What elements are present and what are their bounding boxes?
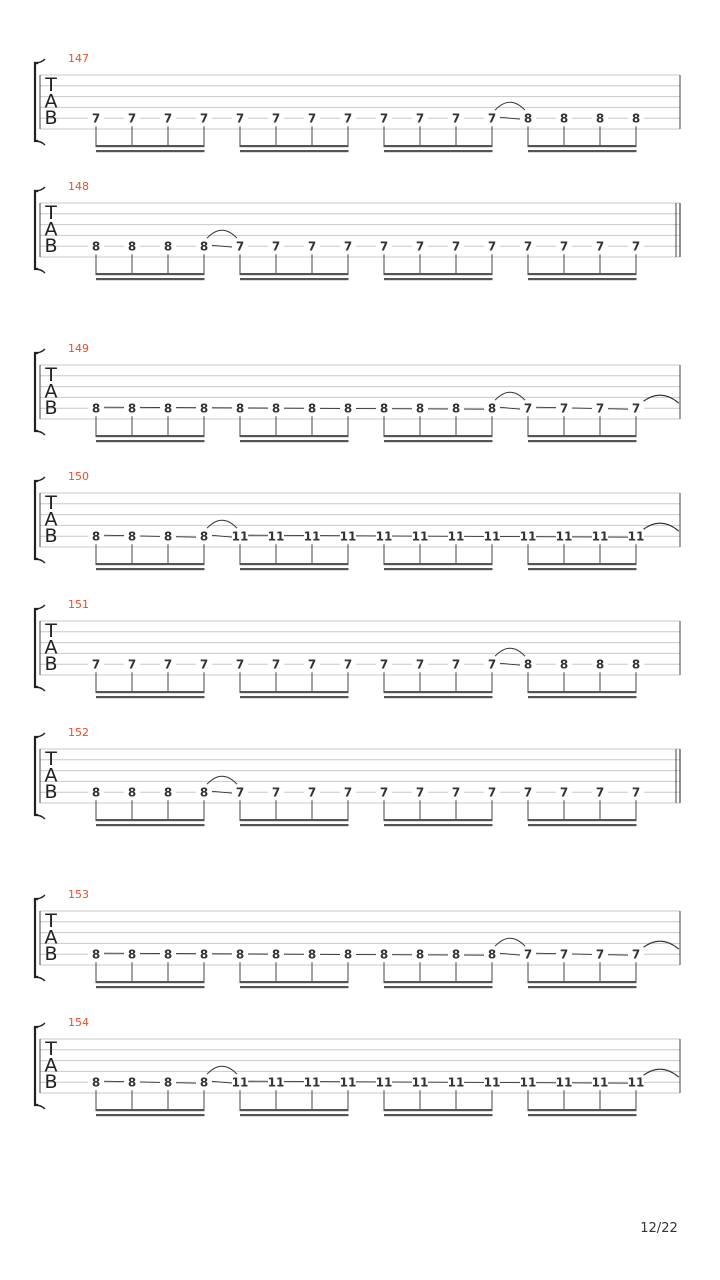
fret-number: 8 xyxy=(199,239,209,254)
bracket-top-hook xyxy=(35,605,45,609)
fret-number: 7 xyxy=(523,947,533,962)
fret-number: 7 xyxy=(307,657,317,672)
fret-number: 7 xyxy=(343,785,353,800)
beam-primary xyxy=(240,563,349,565)
beam-secondary xyxy=(96,278,205,280)
tab-clef-letter: A xyxy=(44,926,58,949)
fret-number: 8 xyxy=(163,1075,173,1090)
tab-clef-letter: B xyxy=(44,653,58,675)
fret-number: 11 xyxy=(267,1075,285,1090)
fret-number: 8 xyxy=(631,657,641,672)
fret-number: 8 xyxy=(163,239,173,254)
fret-number: 7 xyxy=(487,111,497,126)
tab-clef-letter: T xyxy=(45,1038,57,1060)
beam-primary xyxy=(384,819,493,821)
beam-secondary xyxy=(384,986,493,988)
tie-arc xyxy=(207,520,237,528)
tab-clef-letter: T xyxy=(45,492,57,514)
fret-number: 7 xyxy=(415,785,425,800)
fret-number: 8 xyxy=(91,529,101,544)
measure-number: 150 xyxy=(68,470,89,483)
bracket-top-hook xyxy=(35,349,45,353)
beam-secondary xyxy=(384,440,493,442)
beam-secondary xyxy=(240,1114,349,1116)
bracket-top-hook xyxy=(35,187,45,191)
fret-number: 7 xyxy=(559,239,569,254)
tie-arc xyxy=(495,392,525,400)
fret-number: 7 xyxy=(91,657,101,672)
fret-number: 7 xyxy=(415,657,425,672)
beam-primary xyxy=(528,435,637,437)
fret-number: 7 xyxy=(631,401,641,416)
fret-number: 11 xyxy=(555,529,573,544)
tab-system xyxy=(35,342,680,442)
tie-arc xyxy=(207,1066,237,1074)
beam-primary xyxy=(240,819,349,821)
bracket-top-hook xyxy=(35,59,45,63)
measure-number: 148 xyxy=(68,180,89,193)
fret-number: 8 xyxy=(163,529,173,544)
fret-number: 11 xyxy=(375,529,393,544)
beam-secondary xyxy=(528,986,637,988)
fret-number: 8 xyxy=(91,401,101,416)
fret-number: 11 xyxy=(339,1075,357,1090)
fret-number: 7 xyxy=(523,785,533,800)
bracket-bottom-hook xyxy=(35,977,45,981)
tab-clef-letter: A xyxy=(44,636,58,659)
beam-secondary xyxy=(240,150,349,152)
fret-number: 7 xyxy=(271,657,281,672)
fret-number: 8 xyxy=(163,947,173,962)
beam-primary xyxy=(384,273,493,275)
fret-number: 11 xyxy=(411,529,429,544)
beam-primary xyxy=(384,435,493,437)
bracket-bottom-hook xyxy=(35,815,45,819)
fret-number: 11 xyxy=(339,529,357,544)
fret-number: 7 xyxy=(559,785,569,800)
system-bracket xyxy=(35,609,38,687)
fret-number: 11 xyxy=(591,1075,609,1090)
tab-clef-letter: B xyxy=(44,107,58,129)
bracket-bottom-hook xyxy=(35,141,45,145)
fret-number: 8 xyxy=(127,401,137,416)
tab-clef-letter: T xyxy=(45,910,57,932)
beam-primary xyxy=(528,273,637,275)
beam-secondary xyxy=(96,1114,205,1116)
fret-number: 7 xyxy=(487,657,497,672)
beam-primary xyxy=(240,981,349,983)
beam-primary xyxy=(528,1109,637,1111)
fret-number: 7 xyxy=(451,111,461,126)
beam-secondary xyxy=(96,986,205,988)
fret-number: 8 xyxy=(523,111,533,126)
beam-primary xyxy=(384,981,493,983)
fret-number: 11 xyxy=(627,529,645,544)
beam-primary xyxy=(528,145,637,147)
tab-clef-letter: T xyxy=(45,364,57,386)
fret-number: 7 xyxy=(487,785,497,800)
fret-number: 8 xyxy=(91,1075,101,1090)
fret-number: 7 xyxy=(343,239,353,254)
fret-number: 7 xyxy=(379,785,389,800)
fret-number: 11 xyxy=(231,1075,249,1090)
fret-number: 8 xyxy=(631,111,641,126)
beam-primary xyxy=(96,819,205,821)
tie-arc xyxy=(207,776,237,784)
fret-number: 7 xyxy=(523,239,533,254)
beam-secondary xyxy=(528,1114,637,1116)
tie-arc xyxy=(495,648,525,656)
beam-secondary xyxy=(384,568,493,570)
fret-number: 8 xyxy=(415,947,425,962)
fret-number: 8 xyxy=(91,785,101,800)
tab-clef-letter: T xyxy=(45,620,57,642)
beam-secondary xyxy=(240,440,349,442)
fret-number: 7 xyxy=(307,785,317,800)
fret-number: 11 xyxy=(303,1075,321,1090)
tab-system xyxy=(35,52,680,152)
bracket-top-hook xyxy=(35,733,45,737)
beam-primary xyxy=(96,1109,205,1111)
beam-primary xyxy=(384,145,493,147)
fret-number: 8 xyxy=(487,947,497,962)
beam-secondary xyxy=(528,440,637,442)
fret-number: 8 xyxy=(451,947,461,962)
beam-secondary xyxy=(96,696,205,698)
fret-number: 8 xyxy=(343,947,353,962)
fret-number: 8 xyxy=(559,111,569,126)
fret-number: 8 xyxy=(91,239,101,254)
tab-clef-letter: T xyxy=(45,748,57,770)
fret-number: 8 xyxy=(199,947,209,962)
beam-secondary xyxy=(528,568,637,570)
system-bracket xyxy=(35,737,38,815)
fret-number: 7 xyxy=(487,239,497,254)
fret-number: 8 xyxy=(415,401,425,416)
fret-number: 8 xyxy=(163,785,173,800)
beam-primary xyxy=(96,435,205,437)
fret-number: 8 xyxy=(199,1075,209,1090)
beam-secondary xyxy=(528,824,637,826)
beam-primary xyxy=(96,981,205,983)
system-bracket xyxy=(35,1027,38,1105)
bracket-top-hook xyxy=(35,1023,45,1027)
beam-secondary xyxy=(240,278,349,280)
tab-clef-letter: A xyxy=(44,508,58,531)
tab-clef-letter: B xyxy=(44,397,58,419)
beam-secondary xyxy=(528,150,637,152)
beam-primary xyxy=(528,563,637,565)
fret-number: 7 xyxy=(379,239,389,254)
beam-primary xyxy=(240,1109,349,1111)
fret-number: 7 xyxy=(595,785,605,800)
tab-system xyxy=(35,726,680,826)
beam-primary xyxy=(96,273,205,275)
measure-number: 152 xyxy=(68,726,89,739)
beam-secondary xyxy=(96,150,205,152)
beam-secondary xyxy=(240,568,349,570)
bracket-bottom-hook xyxy=(35,559,45,563)
fret-number: 8 xyxy=(595,657,605,672)
beam-secondary xyxy=(96,440,205,442)
beam-secondary xyxy=(384,696,493,698)
fret-number: 8 xyxy=(595,111,605,126)
fret-number: 7 xyxy=(523,401,533,416)
fret-number: 11 xyxy=(411,1075,429,1090)
fret-number: 7 xyxy=(271,111,281,126)
beam-primary xyxy=(384,691,493,693)
tab-clef-letter: B xyxy=(44,525,58,547)
fret-number: 7 xyxy=(343,111,353,126)
fret-number: 7 xyxy=(631,947,641,962)
fret-number: 8 xyxy=(127,1075,137,1090)
beam-primary xyxy=(528,691,637,693)
fret-number: 7 xyxy=(379,111,389,126)
fret-number: 8 xyxy=(379,947,389,962)
fret-number: 8 xyxy=(559,657,569,672)
fret-number: 11 xyxy=(483,529,501,544)
fret-number: 7 xyxy=(199,657,209,672)
fret-number: 11 xyxy=(447,529,465,544)
system-bracket xyxy=(35,191,38,269)
tab-clef-letter: B xyxy=(44,943,58,965)
tab-system xyxy=(35,180,680,280)
fret-number: 11 xyxy=(231,529,249,544)
fret-number: 8 xyxy=(523,657,533,672)
tab-system xyxy=(35,598,680,698)
fret-number: 11 xyxy=(519,1075,537,1090)
fret-number: 8 xyxy=(127,947,137,962)
tie-arc xyxy=(495,102,525,110)
tie-arc xyxy=(495,938,525,946)
system-bracket xyxy=(35,899,38,977)
beam-secondary xyxy=(240,824,349,826)
tab-clef-letter: T xyxy=(45,202,57,224)
system-bracket xyxy=(35,63,38,141)
fret-number: 8 xyxy=(307,401,317,416)
measure-number: 151 xyxy=(68,598,89,611)
fret-number: 11 xyxy=(447,1075,465,1090)
fret-number: 7 xyxy=(631,239,641,254)
tab-clef-letter: A xyxy=(44,90,58,113)
tie-arc xyxy=(207,230,237,238)
tie-arc-continue xyxy=(641,395,679,403)
beam-primary xyxy=(240,273,349,275)
fret-number: 8 xyxy=(235,947,245,962)
fret-number: 11 xyxy=(555,1075,573,1090)
fret-number: 7 xyxy=(163,111,173,126)
tab-clef-letter: B xyxy=(44,1071,58,1093)
beam-secondary xyxy=(240,696,349,698)
fret-number: 8 xyxy=(451,401,461,416)
beam-primary xyxy=(528,819,637,821)
fret-number: 7 xyxy=(595,947,605,962)
beam-secondary xyxy=(240,986,349,988)
tie-arc-continue xyxy=(641,1069,679,1077)
measure-number: 149 xyxy=(68,342,89,355)
beam-primary xyxy=(384,563,493,565)
fret-number: 8 xyxy=(127,239,137,254)
beam-primary xyxy=(96,691,205,693)
beam-primary xyxy=(240,435,349,437)
fret-number: 11 xyxy=(519,529,537,544)
tab-clef-letter: B xyxy=(44,781,58,803)
fret-number: 8 xyxy=(127,529,137,544)
beam-secondary xyxy=(96,568,205,570)
beam-primary xyxy=(96,563,205,565)
fret-number: 7 xyxy=(559,947,569,962)
beam-secondary xyxy=(96,824,205,826)
fret-number: 7 xyxy=(379,657,389,672)
fret-number: 7 xyxy=(127,111,137,126)
beam-secondary xyxy=(384,278,493,280)
beam-primary xyxy=(96,145,205,147)
fret-number: 7 xyxy=(235,111,245,126)
tab-clef-letter: A xyxy=(44,380,58,403)
tie-arc-continue xyxy=(641,523,679,531)
tab-clef-letter: T xyxy=(45,74,57,96)
beam-primary xyxy=(384,1109,493,1111)
fret-number: 7 xyxy=(415,111,425,126)
fret-number: 8 xyxy=(343,401,353,416)
fret-number: 7 xyxy=(127,657,137,672)
fret-number: 7 xyxy=(343,657,353,672)
beam-primary xyxy=(528,981,637,983)
beam-primary xyxy=(240,145,349,147)
tab-clef-letter: A xyxy=(44,1054,58,1077)
fret-number: 7 xyxy=(307,111,317,126)
fret-number: 8 xyxy=(379,401,389,416)
fret-number: 7 xyxy=(595,239,605,254)
fret-number: 8 xyxy=(163,401,173,416)
fret-number: 7 xyxy=(235,239,245,254)
fret-number: 8 xyxy=(235,401,245,416)
fret-number: 11 xyxy=(483,1075,501,1090)
tab-system xyxy=(35,1016,680,1116)
fret-number: 8 xyxy=(199,785,209,800)
fret-number: 7 xyxy=(235,785,245,800)
fret-number: 7 xyxy=(271,239,281,254)
fret-number: 7 xyxy=(307,239,317,254)
fret-number: 11 xyxy=(591,529,609,544)
fret-number: 7 xyxy=(451,239,461,254)
fret-number: 11 xyxy=(267,529,285,544)
page-number: 12/22 xyxy=(640,1221,678,1236)
tie-arc-continue xyxy=(641,941,679,949)
bracket-bottom-hook xyxy=(35,687,45,691)
fret-number: 7 xyxy=(271,785,281,800)
fret-number: 7 xyxy=(451,657,461,672)
tab-clef-letter: A xyxy=(44,218,58,241)
fret-number: 8 xyxy=(487,401,497,416)
fret-number: 11 xyxy=(303,529,321,544)
fret-number: 8 xyxy=(199,401,209,416)
beam-secondary xyxy=(528,696,637,698)
fret-number: 8 xyxy=(271,401,281,416)
system-bracket xyxy=(35,481,38,559)
fret-number: 8 xyxy=(127,785,137,800)
beam-secondary xyxy=(384,150,493,152)
fret-number: 8 xyxy=(271,947,281,962)
fret-number: 7 xyxy=(631,785,641,800)
fret-number: 8 xyxy=(307,947,317,962)
tab-clef-letter: B xyxy=(44,235,58,257)
tab-clef-letter: A xyxy=(44,764,58,787)
fret-number: 11 xyxy=(375,1075,393,1090)
bracket-bottom-hook xyxy=(35,431,45,435)
beam-secondary xyxy=(528,278,637,280)
beam-secondary xyxy=(384,824,493,826)
beam-secondary xyxy=(384,1114,493,1116)
fret-number: 7 xyxy=(595,401,605,416)
fret-number: 7 xyxy=(559,401,569,416)
fret-number: 7 xyxy=(235,657,245,672)
bracket-top-hook xyxy=(35,895,45,899)
bracket-bottom-hook xyxy=(35,1105,45,1109)
fret-number: 7 xyxy=(451,785,461,800)
fret-number: 11 xyxy=(627,1075,645,1090)
bracket-top-hook xyxy=(35,477,45,481)
fret-number: 7 xyxy=(415,239,425,254)
fret-number: 8 xyxy=(199,529,209,544)
beam-primary xyxy=(240,691,349,693)
bracket-bottom-hook xyxy=(35,269,45,273)
measure-number: 147 xyxy=(68,52,89,65)
fret-number: 7 xyxy=(199,111,209,126)
fret-number: 7 xyxy=(91,111,101,126)
system-bracket xyxy=(35,353,38,431)
measure-number: 153 xyxy=(68,888,89,901)
measure-number: 154 xyxy=(68,1016,89,1029)
tab-system xyxy=(35,888,680,988)
tab-system xyxy=(35,470,680,570)
fret-number: 7 xyxy=(163,657,173,672)
fret-number: 8 xyxy=(91,947,101,962)
